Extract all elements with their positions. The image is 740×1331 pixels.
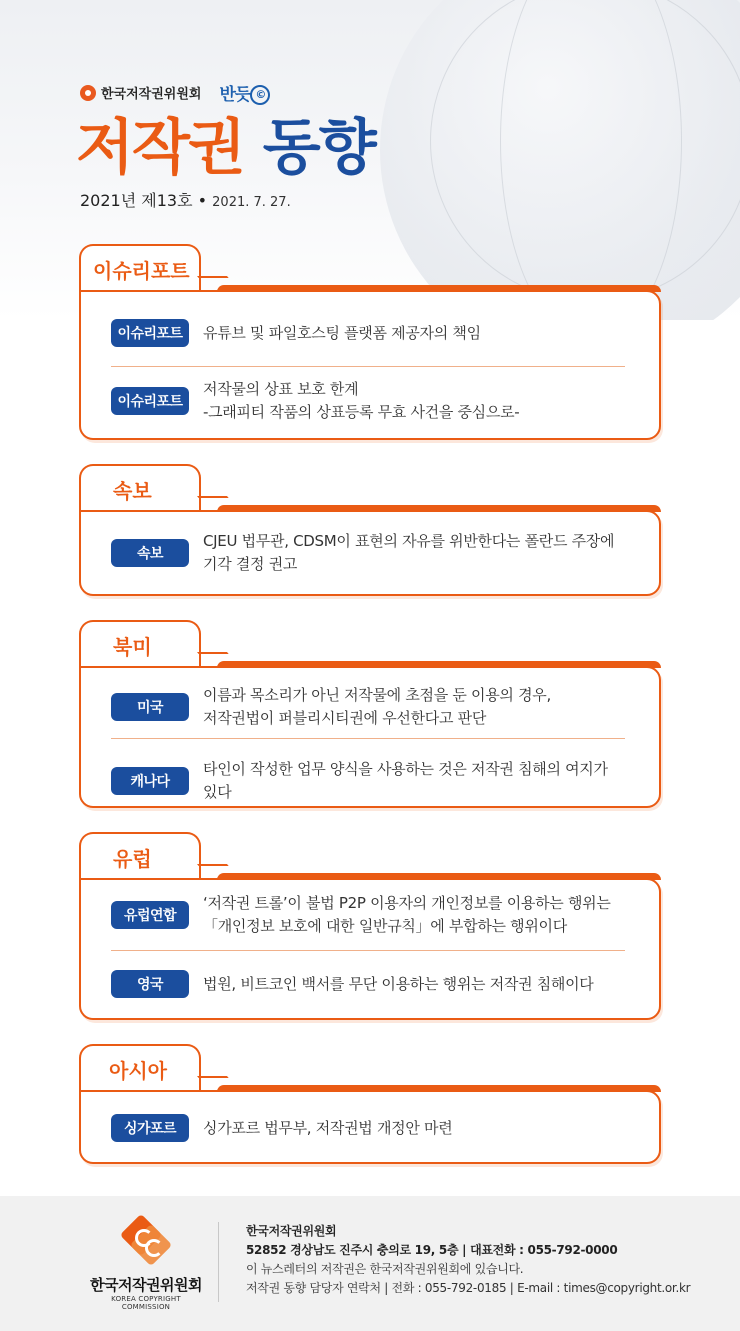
item-title: 이름과 목소리가 아닌 저작물에 초점을 둔 이용의 경우, 저작권법이 퍼블리시티권에 우선한다고 판단 xyxy=(203,686,551,727)
footer-logo-name: 한국저작권위원회 xyxy=(90,1276,202,1294)
list-item[interactable] xyxy=(111,684,625,730)
list-item[interactable] xyxy=(111,319,625,347)
item-title: 저작물의 상표 보호 한계 -그래피티 작품의 상표등록 무효 사건을 중심으로- xyxy=(203,380,520,421)
section-box xyxy=(79,510,661,596)
section-europe xyxy=(79,832,661,1020)
category-badge: 유럽연합 xyxy=(111,901,189,929)
divider xyxy=(111,950,625,951)
footer-org: 한국저작권위원회 xyxy=(246,1224,337,1238)
list-item[interactable] xyxy=(111,378,625,424)
footer-info xyxy=(246,1222,690,1298)
footer-contact: 저작권 동향 담당자 연락처 | 전화 : 055-792-0185 | E-mail : times@copyright.or.kr xyxy=(246,1281,691,1295)
org-name: 한국저작권위원회 xyxy=(101,87,202,102)
list-item[interactable] xyxy=(111,530,625,576)
list-item[interactable] xyxy=(111,892,625,938)
section-issue-report xyxy=(79,244,661,440)
section-box xyxy=(79,878,661,1020)
category-badge: 캐나다 xyxy=(111,767,189,795)
category-badge: 싱가포르 xyxy=(111,1114,189,1142)
footer-logo xyxy=(86,1216,206,1311)
issue-info xyxy=(80,188,291,211)
item-title: CJEU 법무관, CDSM이 표현의 자유를 위반한다는 폴란드 주장에 기각 결정 권고 xyxy=(203,532,615,573)
footer-address: 52852 경상남도 진주시 충의로 19, 5층 | 대표전화 : 055-792-0000 xyxy=(246,1243,618,1257)
section-box xyxy=(79,290,661,440)
section-tab: 아시아 xyxy=(79,1044,201,1092)
footer xyxy=(0,1196,740,1331)
divider xyxy=(111,738,625,739)
category-badge: 이슈리포트 xyxy=(111,387,189,415)
kcc-logo-icon xyxy=(122,1216,170,1264)
footer-logo-subtitle: KOREA COPYRIGHT COMMISSION xyxy=(111,1295,181,1311)
section-breaking-news xyxy=(79,464,661,596)
list-item[interactable] xyxy=(111,1114,625,1142)
divider xyxy=(111,366,625,367)
section-north-america xyxy=(79,620,661,808)
section-tab: 유럽 xyxy=(79,832,201,880)
section-tab: 속보 xyxy=(79,464,201,512)
item-title: 유튜브 및 파일호스팅 플랫폼 제공자의 책임 xyxy=(203,323,481,342)
list-item[interactable] xyxy=(111,758,625,804)
section-asia xyxy=(79,1044,661,1164)
kcc-logo-icon xyxy=(80,85,96,101)
section-tab: 북미 xyxy=(79,620,201,668)
category-badge: 속보 xyxy=(111,539,189,567)
category-badge: 미국 xyxy=(111,693,189,721)
category-badge: 이슈리포트 xyxy=(111,319,189,347)
sub-brand-logo: 반듯 © xyxy=(219,80,270,105)
brand-header xyxy=(80,80,270,105)
list-item[interactable] xyxy=(111,970,625,998)
page-title: 저작권 동향 xyxy=(76,113,375,183)
category-badge: 영국 xyxy=(111,970,189,998)
section-tab: 이슈리포트 xyxy=(79,244,201,292)
item-title: 싱가포르 법무부, 저작권법 개정안 마련 xyxy=(203,1118,453,1137)
item-title: 법원, 비트코인 백서를 무단 이용하는 행위는 저작권 침해이다 xyxy=(203,974,594,993)
divider xyxy=(218,1222,219,1302)
section-box xyxy=(79,666,661,808)
item-title: ‘저작권 트롤’이 불법 P2P 이용자의 개인정보를 이용하는 행위는 「개인정보 보호에 대한 일반규칙」에 부합하는 행위이다 xyxy=(203,894,611,935)
issue-number: 2021년 제13호 • xyxy=(80,191,208,210)
item-title: 타인이 작성한 업무 양식을 사용하는 것은 저작권 침해의 여지가 있다 xyxy=(203,760,608,801)
issue-date: 2021. 7. 27. xyxy=(212,195,291,210)
section-box xyxy=(79,1090,661,1164)
footer-notice: 이 뉴스레터의 저작권은 한국저작권위원회에 있습니다. xyxy=(246,1262,524,1276)
